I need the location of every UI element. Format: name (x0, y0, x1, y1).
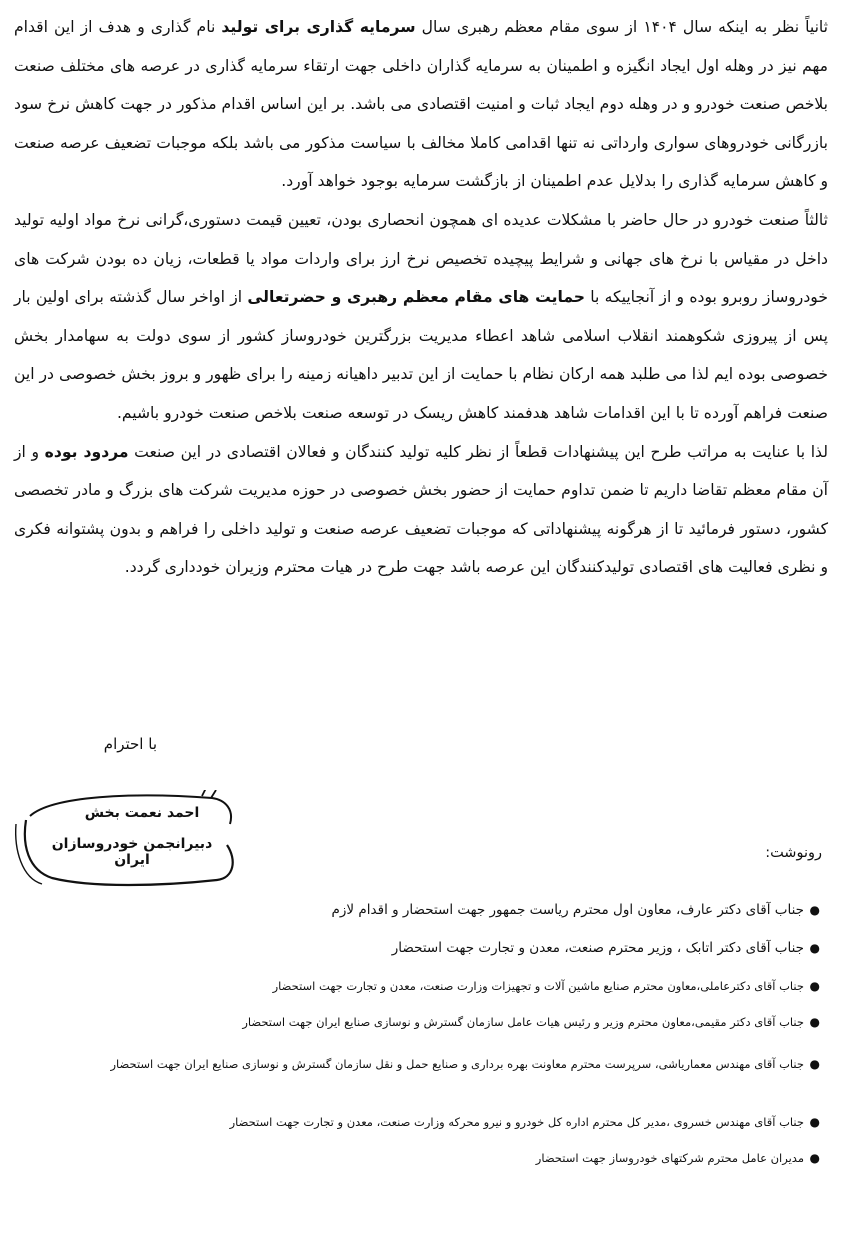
cc-item-text: جناب آقای دکتر مقیمی،معاون محترم وزیر و رئیس هیات عامل سازمان گسترش و نوسازی صنایع ایران جهت استحضار (242, 1015, 804, 1029)
paragraph-third (14, 201, 828, 433)
cc-item-text: جناب آقای دکترعاملی،معاون محترم صنایع ماشین آلات و تجهیزات وزارت صنعت، معدن و تجارت جهت استحضار (272, 979, 804, 993)
cc-item-text: جناب آقای مهندس خسروی ،مدیر کل محترم اداره کل خودرو و نیرو محرکه وزارت صنعت، معدن و تجارت جهت استحضار (229, 1115, 804, 1129)
cc-item (20, 900, 820, 938)
cc-item-text: جناب آقای مهندس معماریاشی، سرپرست محترم معاونت بهره برداری و صنایع حمل و نقل سازمان گسترش و نوسازی صنایع ایران جهت استحضار (110, 1057, 804, 1071)
emphasis-rejected: مردود بوده (44, 442, 129, 461)
emphasis-year-slogan: سرمایه گذاری برای تولید (221, 18, 416, 36)
cc-item (20, 1012, 820, 1048)
cc-item (20, 1112, 820, 1148)
paragraph-text: لذا با عنایت به مراتب طرح این پیشنهادات قطعاً از نظر کلیه تولید کنندگان و فعالان اقتصادی در این صنعت (128, 442, 828, 461)
closing-salutation: با احترام (103, 735, 157, 753)
cc-item-text: جناب آقای دکتر عارف، معاون اول محترم ریاست جمهور جهت استحضار و اقدام لازم (331, 902, 804, 918)
bullet-icon: ● (809, 903, 820, 917)
bullet-icon: ● (809, 979, 820, 993)
cc-item-text: مدیران عامل محترم شرکتهای خودروساز جهت استحضار (535, 1151, 804, 1165)
cc-item (20, 1048, 820, 1112)
paragraph-text: نام گذاری و هدف از این اقدام مهم نیز در وهله اول ایجاد انگیزه و اطمینان به سرمایه گذاران داخلی جهت ارتقاء سرمایه گذاری در عرصه های مختلف صنعت بلاخص صنعت خودرو و در وهله دوم ایجاد ثبات و امنیت اقتصادی می باشد. بر این اساس اقدام مذکور در جهت کاهش نرخ سود بازرگانی خودروهای سواری وارداتی نه تنها اقدامی کاملا مخالف با سیاست مذکور می باشد بلکه موجبات تضعیف عرصه صنعت و کاهش سرمایه گذاری را بدلایل عدم اطمینان از بازگشت سرمایه بوجود خواهد آورد. (14, 18, 828, 191)
cc-label: رونوشت: (765, 845, 822, 861)
cc-item (20, 938, 820, 976)
paragraph-text: ثالثاً صنعت خودرو در حال حاضر با مشکلات عدیده ای همچون انحصاری بودن، تعیین قیمت دستوری،گرانی نرخ مواد اولیه تولید داخل در مقیاس با نرخ های جهانی و شرایط پیچیده تخصیص نرخ ارز برای واردات مواد یا قطعات، زیان ده بودن شرکت های خودروساز روبرو بوده و از آنجاییکه با (14, 210, 828, 307)
paragraph-text: ثانیاً نظر به اینکه سال ۱۴۰۴ از سوی مقام معظم رهبری سال (415, 18, 829, 36)
cc-item (20, 1148, 820, 1184)
cc-item-text: جناب آقای دکتر اتابک ، وزیر محترم صنعت، معدن و تجارت جهت استحضار (391, 940, 804, 956)
paragraph-text: از اواخر سال گذشته برای اولین بار پس از پیروزی شکوهمند انقلاب اسلامی شاهد اعطاء مدیریت بزرگترین خودروساز کشور از سوی دولت به سهامدار بخش خصوصی بوده ایم لذا می طلبد همه ارکان نظام با حمایت از این تدبیر داهیانه زمینه را برای ظهور و بروز بخش خصوصی در این صنعت فراهم آورده تا با این اقدامات شاهد هدفمند کاهش ریسک در توسعه صنعت بلاخص صنعت خودرو باشیم. (14, 288, 828, 422)
cc-list (20, 900, 820, 1184)
bullet-icon: ● (809, 1115, 820, 1129)
bullet-icon: ● (809, 1015, 820, 1029)
signer-title: دبیرانجمن خودروسازان ایران (51, 836, 213, 868)
paragraph-second (14, 8, 828, 201)
cc-item (20, 976, 820, 1012)
emphasis-support: حمایت های مقام معظم رهبری و حضرتعالی (247, 288, 586, 307)
bullet-icon: ● (809, 941, 820, 955)
bullet-icon: ● (809, 1057, 820, 1071)
paragraph-text: و از آن مقام معظم تقاضا داریم تا ضمن تداوم حمایت از حضور بخش خصوصی در حوزه مدیریت شرکت های بزرگ و مادر تخصصی کشور، دستور فرمائید تا از هرگونه پیشنهاداتی که موجبات تضعیف عرصه صنعت و تولید داخلی را فراهم و بدون پشتوانه فکری و نظری فعالیت های اقتصادی تولیدکنندگان این عرصه باشد جهت طرح در هیات محترم وزیران خودداری گردد. (14, 442, 828, 577)
paragraph-conclusion (14, 433, 828, 587)
letter-body (14, 8, 828, 587)
signer-name: احمد نعمت بخش (84, 805, 200, 821)
signature-stamp (12, 790, 242, 890)
bullet-icon: ● (809, 1151, 820, 1165)
